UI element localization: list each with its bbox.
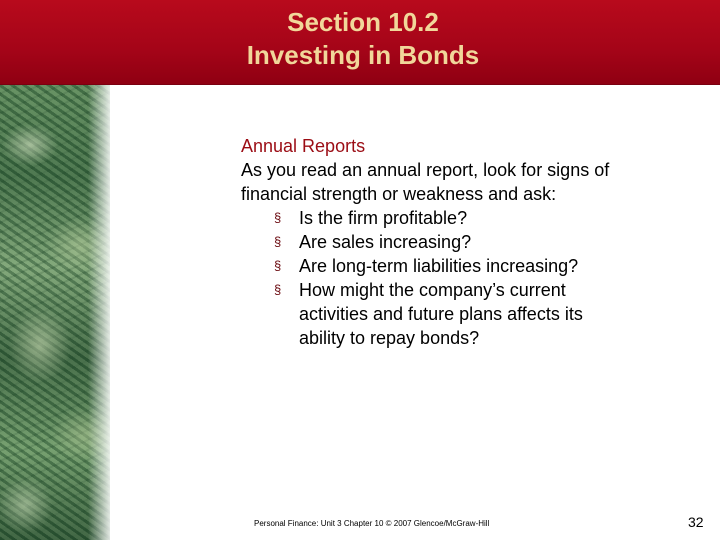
bullet-list — [241, 206, 681, 350]
content-body — [241, 134, 681, 350]
bullet-text-continued: activities and future plans affects its — [299, 304, 583, 324]
intro-line-1: As you read an annual report, look for signs of — [241, 160, 610, 180]
bullet-item — [241, 206, 681, 230]
bullet-text: Are sales increasing? — [299, 232, 472, 252]
bullet-item — [241, 254, 681, 278]
footer-citation: Personal Finance: Unit 3 Chapter 10 © 2007 Glencoe/McGraw-Hill — [254, 519, 490, 528]
bullet-item — [241, 230, 681, 254]
bullet-text-continued: ability to repay bonds? — [299, 328, 480, 348]
money-photo-image — [0, 85, 110, 540]
square-bullet-icon: § — [274, 210, 282, 225]
page-number: 32 — [688, 514, 704, 530]
intro-line-2: financial strength or weakness and ask: — [241, 184, 557, 204]
section-heading: Annual Reports — [241, 136, 366, 156]
title-line-2: Investing in Bonds — [246, 40, 480, 70]
bullet-text: Are long-term liabilities increasing? — [299, 256, 579, 276]
bullet-text: How might the company’s current — [299, 280, 566, 300]
bullet-item — [241, 278, 681, 350]
title-line-1: Section 10.2 — [287, 7, 439, 37]
square-bullet-icon: § — [274, 234, 282, 249]
slide-title — [0, 6, 720, 72]
square-bullet-icon: § — [274, 282, 282, 297]
header-band — [0, 0, 720, 85]
square-bullet-icon: § — [274, 258, 282, 273]
bullet-text: Is the firm profitable? — [299, 208, 468, 228]
